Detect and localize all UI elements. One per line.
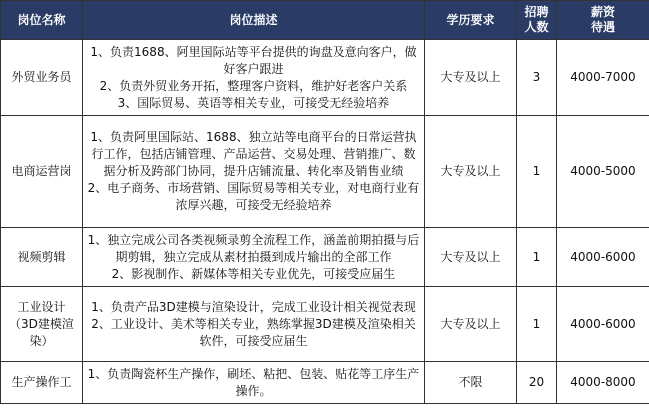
table-header-row (1, 1, 649, 40)
header-position: 岗位名称 (1, 1, 83, 40)
header-education: 学历要求 (425, 1, 517, 40)
description-line: 1、负责阿里国际站、1688、独立站等电商平台的日常运营执行工作，包括店铺管理、产品运营、交易处理、营销推广、数据分析及跨部门协同，提升店铺流量、转化率及销售业绩 (90, 130, 417, 178)
description-line: 1、负责陶瓷杯生产操作，刷坯、粘把、包装、贴花等工序生产操作。 (87, 366, 420, 398)
job-headcount: 20 (517, 362, 557, 404)
job-description (83, 116, 425, 228)
job-position: 外贸业务员 (1, 40, 83, 116)
job-description (83, 40, 425, 116)
job-education: 大专及以上 (425, 228, 517, 287)
job-position: 工业设计（3D建模渲染） (1, 287, 83, 362)
table-row (1, 40, 649, 116)
job-salary: 4000-6000 (557, 287, 649, 362)
description-line: 2、影视制作、新媒体等相关专业优先，可接受应届生 (111, 266, 396, 281)
job-description (83, 287, 425, 362)
description-line: 3、国际贸易、英语等相关专业，可接受无经验培养 (117, 95, 390, 110)
description-line: 1、负责产品3D建模与渲染设计，完成工业设计相关视觉表现 (91, 299, 416, 314)
job-headcount: 1 (517, 228, 557, 287)
job-headcount: 1 (517, 287, 557, 362)
table-row (1, 116, 649, 228)
job-position: 视频剪辑 (1, 228, 83, 287)
job-education: 大专及以上 (425, 116, 517, 228)
description-line: 1、独立完成公司各类视频录剪全流程工作，涵盖前期拍摄与后期剪辑，独立完成从素材拍摄到成片输出的全部工作 (87, 232, 420, 264)
job-education: 不限 (425, 362, 517, 404)
job-position: 电商运营岗 (1, 116, 83, 228)
job-education: 大专及以上 (425, 287, 517, 362)
table-row (1, 287, 649, 362)
description-line: 2、负责外贸业务开拓，整理客户资料，维护好老客户关系 (99, 78, 408, 93)
header-headcount: 招聘 人数 (517, 1, 557, 40)
job-headcount: 1 (517, 116, 557, 228)
job-description (83, 228, 425, 287)
job-description (83, 362, 425, 404)
job-salary: 4000-7000 (557, 40, 649, 116)
job-education: 大专及以上 (425, 40, 517, 116)
job-headcount: 3 (517, 40, 557, 116)
description-line: 2、电子商务、市场营销、国际贸易等相关专业，对电商行业有浓厚兴趣，可接受无经验培养 (87, 181, 420, 212)
header-description: 岗位描述 (83, 1, 425, 40)
description-line: 1、负责1688、阿里国际站等平台提供的询盘及意向客户，做好客户跟进 (90, 44, 417, 76)
job-salary: 4000-6000 (557, 228, 649, 287)
job-position: 生产操作工 (1, 362, 83, 404)
header-salary: 薪资 待遇 (557, 1, 649, 40)
table-row (1, 228, 649, 287)
table-row (1, 362, 649, 404)
job-salary: 4000-5000 (557, 116, 649, 228)
description-line: 2、工业设计、美术等相关专业，熟练掌握3D建模及渲染相关软件，可接受应届生 (91, 316, 416, 348)
job-salary: 4000-8000 (557, 362, 649, 404)
